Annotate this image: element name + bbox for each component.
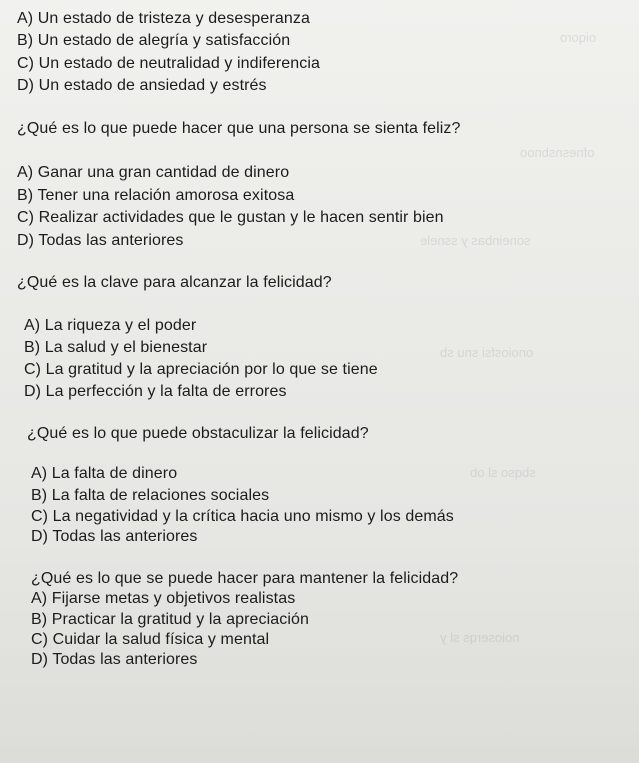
option-b: B) Un estado de alegría y satisfacción (17, 32, 291, 49)
option-c: C) Cuidar la salud física y mental (31, 631, 270, 648)
show-through-mark: onoiosfsi snu sb (440, 345, 534, 360)
question-text: ¿Qué es la clave para alcanzar la felicidad? (17, 274, 332, 291)
option-d: D) Todas las anteriores (31, 528, 198, 545)
option-a: A) Ganar una gran cantidad de dinero (17, 164, 290, 181)
show-through-mark: sbqso sl ob (470, 465, 536, 480)
show-through-mark: noioserqs sl y (440, 630, 520, 645)
option-a: A) Fijarse metas y objetivos realistas (31, 590, 296, 607)
option-c: C) La gratitud y la apreciación por lo que se tiene (24, 361, 378, 378)
question-text: ¿Qué es lo que puede hacer que una persona se sienta feliz? (17, 120, 461, 137)
option-d: D) Todas las anteriores (17, 232, 184, 249)
option-c: C) Realizar actividades que le gustan y le hacen sentir bien (17, 209, 444, 226)
option-a: A) La falta de dinero (31, 465, 178, 482)
option-d: D) Todas las anteriores (31, 651, 198, 668)
option-c: C) La negatividad y la crítica hacia uno mismo y los demás (31, 508, 454, 525)
option-d: D) Un estado de ansiedad y estrés (17, 77, 267, 94)
option-a: A) La riqueza y el poder (24, 317, 197, 334)
option-b: B) Practicar la gratitud y la apreciación (31, 611, 309, 628)
show-through-mark: oiqoro (560, 30, 597, 45)
show-through-mark: soneinbas y ssnele (420, 233, 531, 248)
option-b: B) La salud y el bienestar (24, 339, 208, 356)
option-c: C) Un estado de neutralidad y indiferencia (17, 55, 321, 72)
option-d: D) La perfección y la falta de errores (24, 383, 287, 400)
question-text: ¿Qué es lo que se puede hacer para mantener la felicidad? (31, 570, 459, 587)
question-text: ¿Qué es lo que puede obstaculizar la felicidad? (27, 425, 369, 442)
option-b: B) La falta de relaciones sociales (31, 487, 270, 504)
option-b: B) Tener una relación amorosa exitosa (17, 187, 295, 204)
option-a: A) Un estado de tristeza y desesperanza (17, 10, 310, 27)
show-through-mark: ofnesnsbnoo (520, 145, 595, 160)
